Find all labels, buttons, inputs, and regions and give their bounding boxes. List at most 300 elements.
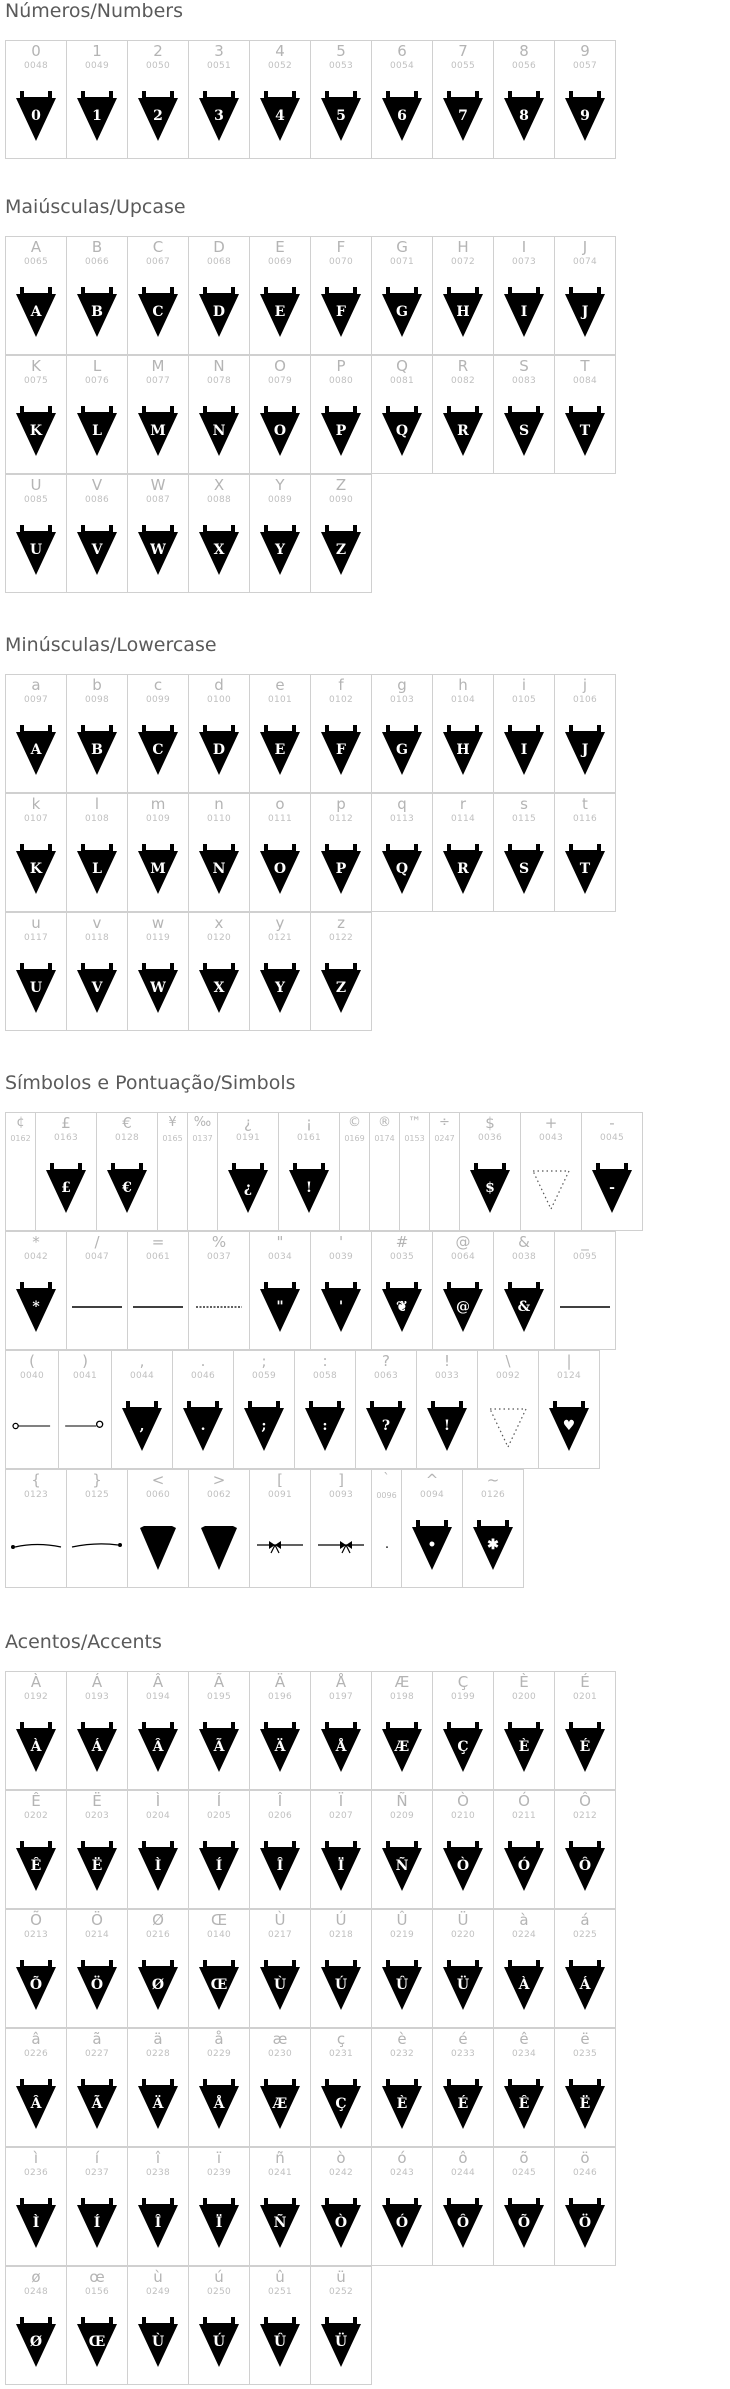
svg-text:9: 9 — [580, 108, 590, 124]
glyph-preview — [311, 1280, 371, 1332]
svg-text:È: È — [518, 1739, 530, 1755]
banner-glyph — [319, 961, 363, 1015]
character-code: 0104 — [450, 695, 476, 705]
character-label: g — [397, 676, 407, 694]
glyph-cell — [127, 793, 189, 912]
character-code: 0085 — [23, 495, 49, 505]
character-label: Q — [396, 357, 408, 375]
character-code: 0071 — [389, 257, 415, 267]
svg-text:.: . — [200, 1418, 206, 1434]
character-label: Ñ — [396, 1792, 408, 1810]
svg-text:É: É — [457, 2096, 469, 2112]
character-label: á — [580, 1911, 590, 1929]
character-code: 0046 — [190, 1371, 216, 1381]
banner-glyph — [502, 723, 546, 777]
svg-text:Æ: Æ — [272, 2096, 288, 2112]
character-code: 0111 — [267, 814, 293, 824]
banner-glyph — [75, 2196, 119, 2250]
glyph-cell — [371, 674, 433, 793]
svg-text:D: D — [212, 304, 226, 320]
glyph-preview — [372, 1839, 432, 1891]
glyph-preview — [128, 1839, 188, 1891]
glyph-preview — [433, 404, 493, 456]
character-code: 0232 — [389, 2049, 415, 2059]
glyph-cell — [5, 793, 67, 912]
glyph-preview — [6, 723, 66, 775]
glyph-cell — [493, 2028, 555, 2147]
banner-glyph — [75, 842, 119, 896]
banner-glyph — [258, 1958, 302, 2012]
glyph-cell — [66, 1469, 128, 1588]
glyph-cell — [310, 2028, 372, 2147]
glyph-preview — [189, 89, 249, 141]
svg-text:Q: Q — [395, 861, 409, 877]
character-label: å — [214, 2030, 224, 2048]
banner-glyph — [441, 404, 485, 458]
glyph-preview — [372, 2196, 432, 2248]
glyph-preview — [67, 285, 127, 337]
character-label: Ê — [31, 1792, 41, 1810]
glyph-preview — [555, 2077, 615, 2129]
character-label: [ — [277, 1471, 283, 1489]
glyph-preview — [430, 1161, 459, 1213]
character-label: a — [31, 676, 41, 694]
character-code: 0094 — [419, 1490, 445, 1500]
character-label: - — [609, 1114, 615, 1132]
glyph-preview — [433, 1958, 493, 2010]
svg-text:2: 2 — [153, 108, 163, 124]
svg-text:Ç: Ç — [335, 2096, 347, 2112]
character-label: i — [521, 676, 527, 694]
banner-glyph — [120, 1399, 164, 1453]
dotline-ornament — [190, 1280, 248, 1334]
character-code: 0163 — [53, 1133, 79, 1143]
glyph-cell — [187, 1112, 218, 1231]
section-title-numbers: Números/Numbers — [5, 0, 183, 22]
character-label: ä — [153, 2030, 163, 2048]
glyph-cell — [310, 1469, 372, 1588]
character-code: 0239 — [206, 2168, 232, 2178]
bowL-ornament — [251, 1518, 309, 1572]
glyph-cell — [310, 674, 372, 793]
svg-text:W: W — [150, 980, 166, 996]
glyph-preview — [555, 842, 615, 894]
character-label: À — [30, 1673, 42, 1691]
character-label: > — [212, 1471, 226, 1489]
character-label: 7 — [458, 42, 468, 60]
glyph-cell — [310, 1231, 372, 1350]
character-code: 0124 — [556, 1371, 582, 1381]
character-label: 3 — [214, 42, 224, 60]
character-code: 0212 — [572, 1811, 598, 1821]
character-label: W — [150, 476, 166, 494]
character-code: 0065 — [23, 257, 49, 267]
glyph-cell — [188, 40, 250, 159]
glyph-cell — [554, 2028, 616, 2147]
glyph-preview — [250, 1839, 310, 1891]
glyph-preview — [311, 1720, 371, 1772]
banner-glyph — [502, 2077, 546, 2131]
banner-glyph — [319, 1839, 363, 1893]
glyph-preview — [67, 723, 127, 775]
glyph-preview — [67, 1839, 127, 1891]
glyph-cell — [371, 793, 433, 912]
glyph-preview — [128, 961, 188, 1013]
character-code: 0230 — [267, 2049, 293, 2059]
banner-glyph — [105, 1161, 149, 1215]
glyph-preview — [433, 1280, 493, 1332]
glyph-preview — [311, 285, 371, 337]
glyph-cell — [310, 474, 372, 593]
banner-glyph — [319, 1958, 363, 2012]
svg-text:U: U — [29, 980, 43, 996]
character-code: 0043 — [538, 1133, 564, 1143]
glyph-preview — [417, 1399, 477, 1451]
character-code: 0113 — [389, 814, 415, 824]
character-label: Ô — [579, 1792, 591, 1810]
glyph-cell — [66, 674, 128, 793]
character-code: 0196 — [267, 1692, 293, 1702]
svg-text:6: 6 — [397, 108, 407, 124]
glyph-preview — [67, 1958, 127, 2010]
character-label: â — [31, 2030, 41, 2048]
character-label: " — [276, 1233, 284, 1251]
banner-glyph — [563, 404, 607, 458]
glyph-preview — [250, 2196, 310, 2248]
glyph-preview — [189, 1720, 249, 1772]
glyph-cell — [172, 1350, 234, 1469]
character-label: ? — [382, 1352, 390, 1370]
character-label: u — [31, 914, 41, 932]
banner-glyph — [441, 1280, 485, 1334]
svg-text:A: A — [30, 304, 42, 320]
glyph-preview — [250, 1280, 310, 1332]
character-label: G — [396, 238, 408, 256]
glyph-preview — [311, 2196, 371, 2248]
glyph-preview — [189, 2077, 249, 2129]
line-ornament — [556, 1280, 614, 1334]
character-code: 0235 — [572, 2049, 598, 2059]
character-label: m — [150, 795, 166, 813]
glyph-cell — [249, 1671, 311, 1790]
glyph-cell — [371, 2028, 433, 2147]
glyph-cell — [310, 236, 372, 355]
svg-text:Ø: Ø — [29, 2334, 43, 2350]
glyph-preview — [173, 1399, 233, 1451]
character-label: e — [275, 676, 285, 694]
svg-text:N: N — [212, 423, 226, 439]
svg-text:,: , — [139, 1418, 145, 1434]
svg-text:Õ: Õ — [29, 1977, 43, 1993]
glyph-cell — [369, 1112, 400, 1231]
glyph-preview — [372, 285, 432, 337]
character-code: 0105 — [511, 695, 537, 705]
character-label: Ã — [213, 1673, 225, 1691]
svg-text:S: S — [518, 423, 530, 439]
character-code: 0251 — [267, 2287, 293, 2297]
bowR-ornament — [312, 1518, 370, 1572]
glyph-cell — [66, 1231, 128, 1350]
glyph-cell — [5, 1112, 36, 1231]
glyph-cell — [127, 1231, 189, 1350]
glyph-cell — [310, 40, 372, 159]
character-code: 0194 — [145, 1692, 171, 1702]
banner-glyph — [502, 2196, 546, 2250]
glyph-preview — [311, 1958, 371, 2010]
svg-text:B: B — [91, 742, 103, 758]
character-code: 0242 — [328, 2168, 354, 2178]
character-label: w — [151, 914, 165, 932]
glyph-cell — [310, 1909, 372, 2028]
character-label: b — [92, 676, 102, 694]
character-label: Æ — [394, 1673, 410, 1691]
character-code: 0200 — [511, 1692, 537, 1702]
character-code: 0246 — [572, 2168, 598, 2178]
glyph-preview — [250, 1720, 310, 1772]
banner-glyph — [136, 2196, 180, 2250]
character-label: Ø — [152, 1911, 164, 1929]
glyph-preview — [67, 961, 127, 1013]
character-label: # — [395, 1233, 409, 1251]
svg-text:Ä: Ä — [274, 1739, 286, 1755]
character-label: I — [521, 238, 527, 256]
character-label: ï — [216, 2149, 222, 2167]
glyph-cell — [35, 1112, 97, 1231]
glyph-cell — [188, 674, 250, 793]
character-code: 0101 — [267, 695, 293, 705]
glyph-cell — [310, 355, 372, 474]
glyph-preview — [340, 1161, 369, 1213]
glyph-cell — [371, 236, 433, 355]
character-label: € — [122, 1114, 132, 1132]
glyph-preview — [6, 2077, 66, 2129]
character-label: Ë — [92, 1792, 102, 1810]
character-code: 0226 — [23, 2049, 49, 2059]
character-label: î — [155, 2149, 161, 2167]
banner-glyph — [75, 523, 119, 577]
svg-text:Œ: Œ — [210, 1977, 228, 1993]
glyph-preview — [555, 89, 615, 141]
character-code: 0115 — [511, 814, 537, 824]
character-code: 0092 — [495, 1371, 521, 1381]
character-code: 0054 — [389, 61, 415, 71]
banner-glyph — [197, 1720, 241, 1774]
character-code: 0069 — [267, 257, 293, 267]
character-code: 0236 — [23, 2168, 49, 2178]
banner-glyph — [380, 285, 424, 339]
character-code: 0233 — [450, 2049, 476, 2059]
hookL-ornament — [7, 1399, 57, 1453]
svg-text:Ï: Ï — [337, 1858, 345, 1874]
character-code: 0034 — [267, 1252, 293, 1262]
glyph-preview — [494, 723, 554, 775]
glyph-cell — [249, 1231, 311, 1350]
glyph-preview — [494, 842, 554, 894]
character-label: s — [520, 795, 528, 813]
banner-glyph — [502, 404, 546, 458]
banner-glyph — [258, 89, 302, 143]
svg-text:V: V — [91, 542, 103, 558]
glyph-cell — [249, 2147, 311, 2266]
glyph-preview — [189, 2196, 249, 2248]
character-label: Z — [335, 476, 347, 494]
glyph-preview — [311, 523, 371, 575]
glyph-cell — [188, 355, 250, 474]
glyph-cell — [5, 2266, 67, 2385]
banner-glyph — [563, 1958, 607, 2012]
glyph-cell — [554, 355, 616, 474]
svg-text:P: P — [335, 861, 347, 877]
svg-text:M: M — [150, 423, 166, 439]
glyph-cell — [66, 1671, 128, 1790]
glyph-cell — [538, 1350, 600, 1469]
banner-glyph — [75, 1839, 119, 1893]
glyph-preview — [370, 1161, 399, 1213]
svg-text:€: € — [122, 1180, 132, 1196]
svg-text:O: O — [273, 861, 287, 877]
line-ornament — [129, 1280, 187, 1334]
glyph-cell — [493, 674, 555, 793]
character-label: ì — [33, 2149, 39, 2167]
glyph-preview — [494, 1958, 554, 2010]
svg-text::: : — [322, 1418, 328, 1434]
character-code: 0077 — [145, 376, 171, 386]
character-label: @ — [455, 1233, 471, 1251]
character-code: 0174 — [374, 1134, 395, 1143]
pennant-shape — [140, 1526, 176, 1570]
character-code: 0098 — [84, 695, 110, 705]
svg-text:Õ: Õ — [517, 2215, 531, 2231]
glyph-preview — [128, 89, 188, 141]
glyph-cell — [339, 1112, 370, 1231]
svg-text:Ñ: Ñ — [395, 1858, 409, 1874]
character-label: 1 — [92, 42, 102, 60]
character-code: 0045 — [599, 1133, 625, 1143]
banner-glyph — [258, 2196, 302, 2250]
dotted-pennant-outline — [490, 1409, 526, 1447]
banner-glyph — [319, 1720, 363, 1774]
banner-glyph — [547, 1399, 591, 1453]
banner-glyph — [258, 842, 302, 896]
svg-text:G: G — [396, 304, 408, 320]
glyph-cell — [188, 1909, 250, 2028]
banner-glyph — [14, 285, 58, 339]
character-code: 0192 — [23, 1692, 49, 1702]
glyph-preview — [128, 1518, 188, 1570]
character-label: é — [458, 2030, 468, 2048]
banner-glyph — [441, 285, 485, 339]
glyph-preview — [189, 723, 249, 775]
character-label: 4 — [275, 42, 285, 60]
svg-text:-: - — [609, 1180, 615, 1196]
banner-glyph — [14, 89, 58, 143]
svg-text:❦: ❦ — [396, 1299, 408, 1315]
svg-text:*: * — [32, 1299, 40, 1315]
glyph-preview — [311, 2077, 371, 2129]
glyph-cell — [432, 40, 494, 159]
glyph-cell — [429, 1112, 460, 1231]
character-label: ) — [82, 1352, 88, 1370]
character-code: 0050 — [145, 61, 171, 71]
character-label: ] — [338, 1471, 344, 1489]
glyph-preview — [311, 842, 371, 894]
svg-text:Ú: Ú — [212, 2334, 226, 2350]
character-code: 0041 — [72, 1371, 98, 1381]
character-code: 0198 — [389, 1692, 415, 1702]
glyph-preview — [6, 1518, 66, 1570]
character-label: , — [139, 1352, 145, 1370]
character-label: Ò — [457, 1792, 469, 1810]
banner-glyph — [319, 2196, 363, 2250]
character-label: v — [92, 914, 102, 932]
glyph-cell — [554, 793, 616, 912]
svg-text:♥: ♥ — [562, 1418, 576, 1434]
banner-glyph — [197, 723, 241, 777]
character-code: 0096 — [376, 1491, 397, 1500]
banner-glyph — [441, 1958, 485, 2012]
character-code: 0091 — [267, 1490, 293, 1500]
curveR-ornament — [68, 1518, 126, 1572]
character-label: $ — [485, 1114, 495, 1132]
banner-glyph — [14, 961, 58, 1015]
character-code: 0204 — [145, 1811, 171, 1821]
glyph-cell — [355, 1350, 417, 1469]
svg-text:U: U — [29, 542, 43, 558]
svg-text:;: ; — [261, 1418, 267, 1434]
banner-glyph — [136, 2077, 180, 2131]
character-label: K — [31, 357, 41, 375]
character-code: 0205 — [206, 1811, 232, 1821]
character-label: 5 — [336, 42, 346, 60]
character-code: 0053 — [328, 61, 354, 71]
svg-text:Ì: Ì — [32, 2215, 40, 2231]
svg-text:X: X — [213, 980, 225, 996]
glyph-preview — [128, 1958, 188, 2010]
glyph-cell — [432, 1790, 494, 1909]
svg-text:?: ? — [381, 1418, 391, 1434]
banner-glyph — [380, 1839, 424, 1893]
glyph-cell — [188, 2028, 250, 2147]
glyph-preview — [555, 1839, 615, 1891]
character-code: 0117 — [23, 933, 49, 943]
character-label: ü — [336, 2268, 346, 2286]
svg-text:Û: Û — [273, 2334, 287, 2350]
svg-text:G: G — [396, 742, 408, 758]
glyph-cell — [5, 40, 67, 159]
glyph-cell — [310, 912, 372, 1031]
character-code: 0062 — [206, 1490, 232, 1500]
glyph-preview — [158, 1161, 187, 1213]
glyph-cell — [188, 1671, 250, 1790]
character-code: 0102 — [328, 695, 354, 705]
glyph-preview — [189, 842, 249, 894]
banner-glyph — [14, 2077, 58, 2131]
banner-glyph — [136, 1839, 180, 1893]
glyph-preview — [311, 723, 371, 775]
glyph-preview — [189, 1839, 249, 1891]
character-code: 0217 — [267, 1930, 293, 1940]
character-label: B — [91, 238, 103, 256]
svg-text:Z: Z — [335, 980, 347, 996]
character-label: Û — [396, 1911, 408, 1929]
glyph-cell — [5, 912, 67, 1031]
svg-text:Ä: Ä — [152, 2096, 164, 2112]
glyph-cell — [371, 40, 433, 159]
character-label: ® — [378, 1115, 391, 1130]
character-code: 0106 — [572, 695, 598, 705]
banner-glyph — [197, 2315, 241, 2369]
glyph-preview — [250, 842, 310, 894]
